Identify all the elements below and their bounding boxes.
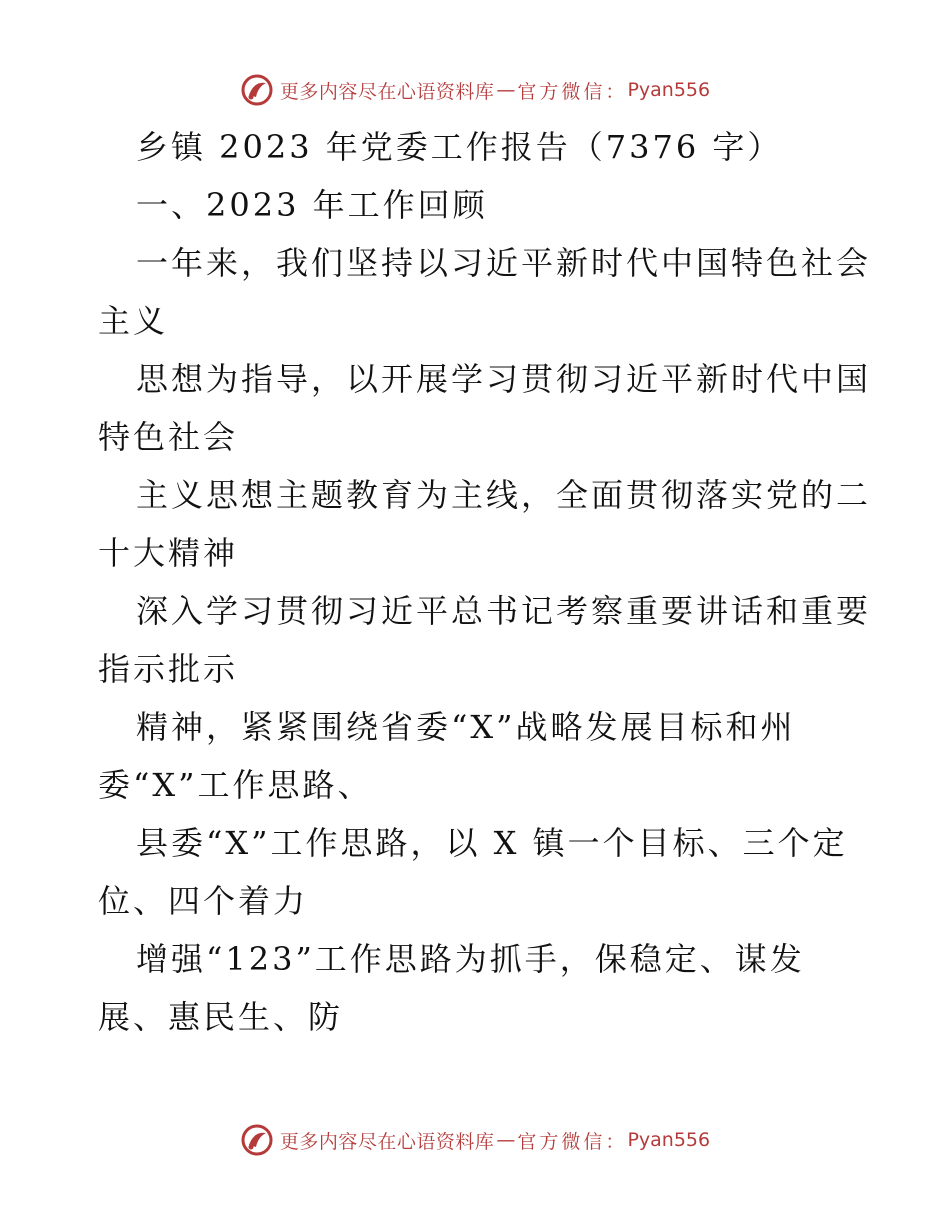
paragraph-line: 一年来，我们坚持以习近平新时代中国特色社会	[136, 244, 872, 282]
watermark-wechat-id: Pyan556	[627, 79, 711, 101]
watermark-label: 官方微信：	[517, 80, 628, 103]
paragraph-line: 增强“123”工作思路为抓手，保稳定、谋发	[136, 940, 805, 978]
paragraph-line: 位、四个着力	[98, 882, 309, 920]
watermark-brand: 更多内容尽在心语资料库	[279, 1130, 495, 1153]
document-title: 乡镇 2023 年党委工作报告（7376 字）	[136, 128, 783, 166]
paragraph-line: 主义思想主题教育为主线，全面贯彻落实党的二	[136, 476, 872, 514]
paragraph-line: 展、惠民生、防	[98, 998, 344, 1036]
section-heading: 一、2023 年工作回顾	[136, 186, 488, 224]
watermark-header	[0, 70, 950, 110]
document-body	[98, 118, 872, 1046]
watermark-dash: —	[496, 79, 516, 101]
paragraph-line: 县委“X”工作思路，以 X 镇一个目标、三个定	[136, 824, 848, 862]
watermark-wechat-id: Pyan556	[627, 1129, 711, 1151]
library-logo-icon	[240, 1123, 274, 1157]
watermark-dash: —	[496, 1129, 516, 1151]
watermark-label: 官方微信：	[517, 1130, 628, 1153]
paragraph-line: 精神，紧紧围绕省委“X”战略发展目标和州	[136, 708, 796, 746]
paragraph-line: 特色社会	[98, 418, 239, 456]
paragraph-line: 主义	[98, 302, 169, 340]
paragraph-line: 深入学习贯彻习近平总书记考察重要讲话和重要	[136, 592, 872, 630]
paragraph-line: 指示批示	[98, 650, 239, 688]
watermark-footer	[0, 1120, 950, 1160]
paragraph-line: 委“X”工作思路、	[98, 766, 373, 804]
library-logo-icon	[240, 73, 274, 107]
watermark-brand: 更多内容尽在心语资料库	[279, 80, 495, 103]
paragraph-line: 十大精神	[98, 534, 239, 572]
paragraph-line: 思想为指导，以开展学习贯彻习近平新时代中国	[136, 360, 872, 398]
